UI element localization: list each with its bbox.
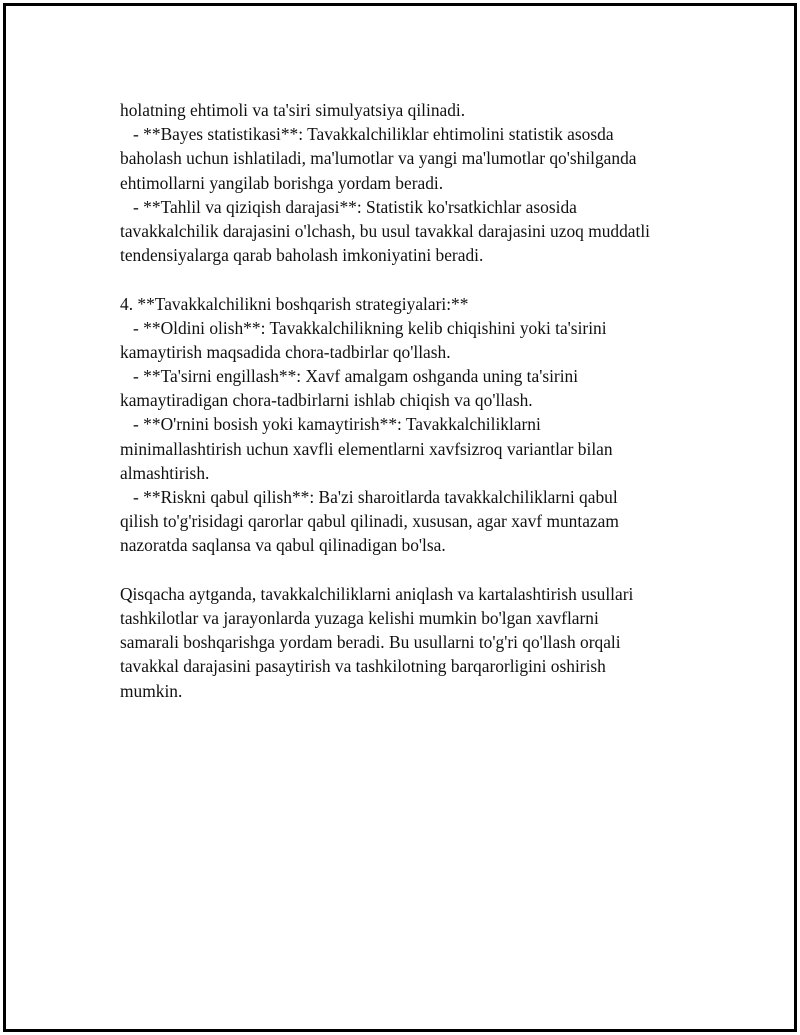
text-line: tendensiyalarga qarab baholash imkoniyatini beradi.	[120, 245, 484, 266]
text-line: samarali boshqarishga yordam beradi. Bu usullarni to'g'ri qo'llash orqali	[120, 632, 621, 653]
text-line: mumkin.	[120, 680, 183, 701]
text-line: baholash uchun ishlatiladi, ma'lumotlar va yangi ma'lumotlar qo'shilganda	[120, 148, 637, 169]
list-item-prevention: - **Oldini olish**: Tavakkalchilikning kelib chiqishini yoki ta'sirini	[120, 317, 607, 338]
text-line: tavakkalchilik darajasini o'lchash, bu usul tavakkal darajasini uzoq muddatli	[120, 220, 651, 241]
document-body	[120, 98, 700, 703]
text-line: Qisqacha aytganda, tavakkalchiliklarni aniqlash va kartalashtirish usullari	[120, 583, 634, 604]
list-item-bayes: - **Bayes statistikasi**: Tavakkalchiliklar ehtimolini statistik asosda	[120, 124, 614, 145]
text-line: kamaytiradigan chora-tadbirlarni ishlab chiqish va qo'llash.	[120, 390, 533, 411]
text-line: tashkilotlar va jarayonlarda yuzaga kelishi mumkin bo'lgan xavflarni	[120, 607, 599, 628]
list-item-analysis: - **Tahlil va qiziqish darajasi**: Statistik ko'rsatkichlar asosida	[120, 196, 577, 217]
paragraph-statistical-methods	[120, 98, 700, 267]
list-item-acceptance: - **Riskni qabul qilish**: Ba'zi sharoitlarda tavakkalchiliklarni qabul	[120, 487, 618, 507]
section-heading: 4. **Tavakkalchilikni boshqarish strategiyalari:**	[120, 293, 469, 314]
paragraph-gap	[120, 267, 700, 291]
text-line: qilish to'g'risidagi qarorlar qabul qilinadi, xususan, agar xavf muntazam	[120, 511, 619, 532]
text-line: holatning ehtimoli va ta'siri simulyatsiya qilinadi.	[120, 100, 466, 120]
text-line: ehtimollarni yangilab borishga yordam beradi.	[120, 172, 444, 193]
paragraph-summary	[120, 582, 700, 703]
document-page	[3, 3, 797, 1032]
list-item-substitution: - **O'rnini bosish yoki kamaytirish**: Tavakkalchiliklarni	[120, 414, 541, 435]
list-item-mitigation: - **Ta'sirni engillash**: Xavf amalgam oshganda uning ta'sirini	[120, 366, 579, 387]
paragraph-gap	[120, 558, 700, 582]
text-line: minimallashtirish uchun xavfli elementlarni xavfsizroq variantlar bilan	[120, 438, 613, 459]
text-line: tavakkal darajasini pasaytirish va tashkilotning barqarorligini oshirish	[120, 656, 606, 677]
text-line: kamaytirish maqsadida chora-tadbirlar qo'llash.	[120, 341, 451, 362]
text-line: nazoratda saqlansa va qabul qilinadigan bo'lsa.	[120, 535, 446, 556]
text-line: almashtirish.	[120, 462, 210, 483]
paragraph-strategies	[120, 292, 700, 558]
